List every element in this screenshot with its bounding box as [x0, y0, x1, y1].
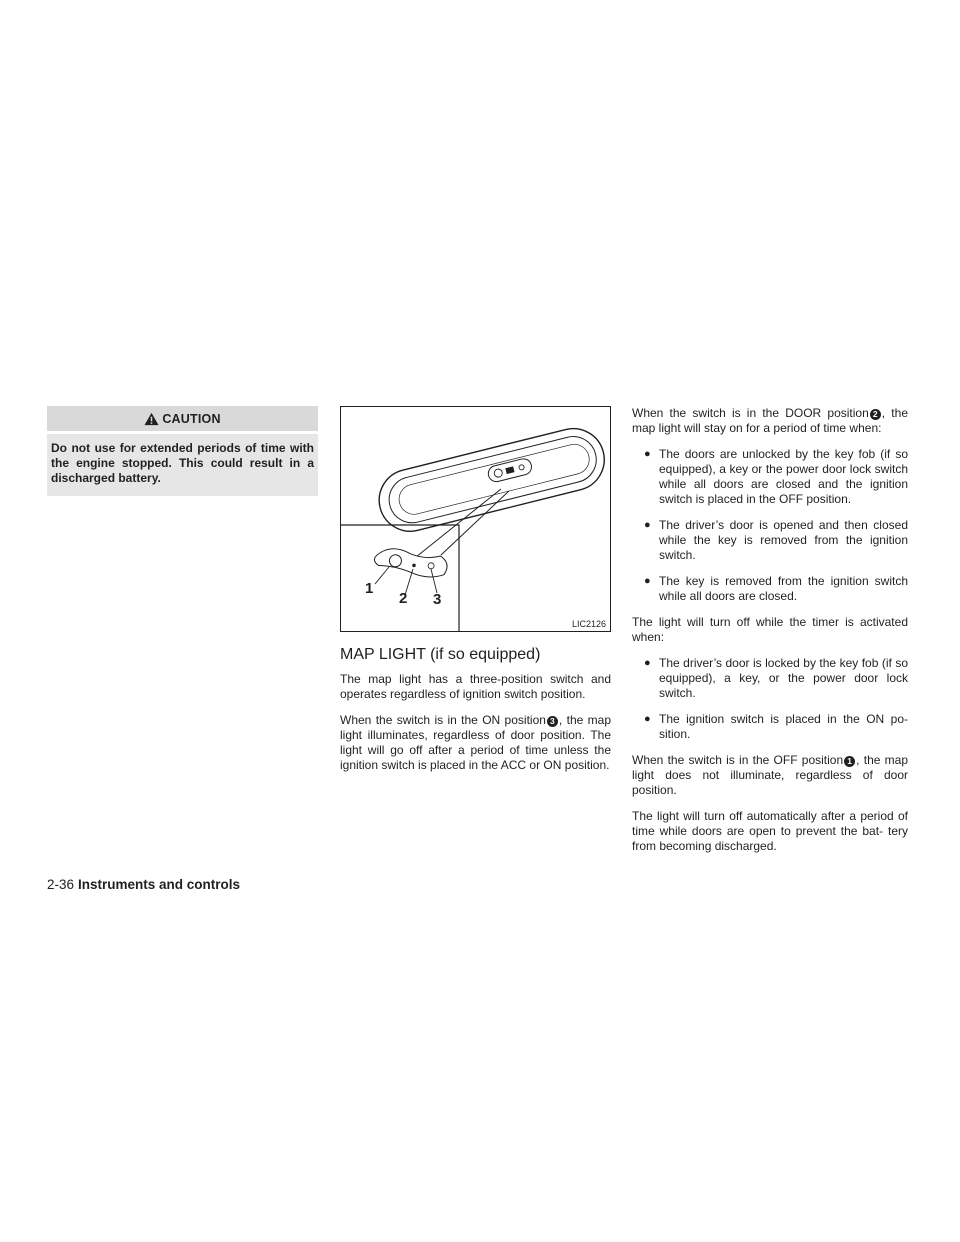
map-light-figure — [340, 406, 611, 632]
timer-condition-list — [632, 656, 908, 742]
callout-3: 3 — [433, 591, 442, 608]
timer-intro: The light will turn off while the timer is activated when: — [632, 615, 908, 644]
callout-2-marker: 2 — [870, 409, 881, 420]
on-position-paragraph: When the switch is in the ON position 3 , the map light illuminates, regardless of door position. The light will go off after a period of time unless the ignition switch is placed in the ACC or ON position. — [340, 713, 611, 772]
map-light-column — [340, 406, 611, 784]
bullet-icon: ● — [644, 519, 651, 531]
bullet-icon: ● — [644, 575, 651, 587]
caution-header — [47, 406, 318, 431]
auto-off-paragraph: The light will turn off automatically after a period of time while doors are open to prevent the bat- tery from becoming discharged. — [632, 809, 908, 853]
section-name: Instruments and controls — [78, 877, 241, 892]
caution-text: Do not use for extended periods of time with the engine stopped. This could result in a discharged battery. — [47, 434, 318, 496]
door-position-column — [632, 406, 908, 865]
bullet-icon: ● — [644, 448, 651, 460]
door-condition-list — [632, 447, 908, 604]
bullet-icon: ● — [644, 713, 651, 725]
callout-1-marker: 1 — [844, 756, 855, 767]
page-number: 2-36 — [47, 877, 75, 892]
section-heading: MAP LIGHT (if so equipped) — [340, 646, 541, 663]
list-item: ● The doors are unlocked by the key fob (if so equipped), a key or the power door lock switch while all doors are closed and the ignition switch is placed in the OFF position. — [644, 447, 908, 506]
caution-column — [47, 406, 318, 496]
callout-1: 1 — [365, 580, 374, 597]
off-position-paragraph: When the switch is in the OFF position 1 , the map light does not illuminate, regardless of door position. — [632, 753, 909, 797]
map-light-illustration — [341, 407, 610, 631]
map-light-intro: The map light has a three-position switch and operates regardless of ignition switch position. — [340, 672, 611, 701]
door-position-paragraph: When the switch is in the DOOR position 2 , the map light will stay on for a period of time when: — [632, 406, 908, 435]
callout-2: 2 — [399, 590, 408, 607]
page-footer — [47, 877, 240, 892]
figure-code: LIC2126 — [571, 619, 606, 629]
bullet-icon: ● — [644, 657, 651, 669]
list-item: ● The ignition switch is placed in the ON po- sition. — [644, 712, 908, 741]
warning-icon — [144, 412, 159, 426]
caution-title: CAUTION — [162, 411, 221, 426]
list-item: ● The driver’s door is locked by the key fob (if so equipped), a key, or the power door lock switch. — [644, 656, 908, 700]
list-item: ● The key is removed from the ignition switch while all doors are closed. — [644, 574, 908, 603]
list-item: ● The driver’s door is opened and then closed while the key is removed from the ignition switch. — [644, 518, 908, 562]
callout-3-marker: 3 — [547, 716, 558, 727]
